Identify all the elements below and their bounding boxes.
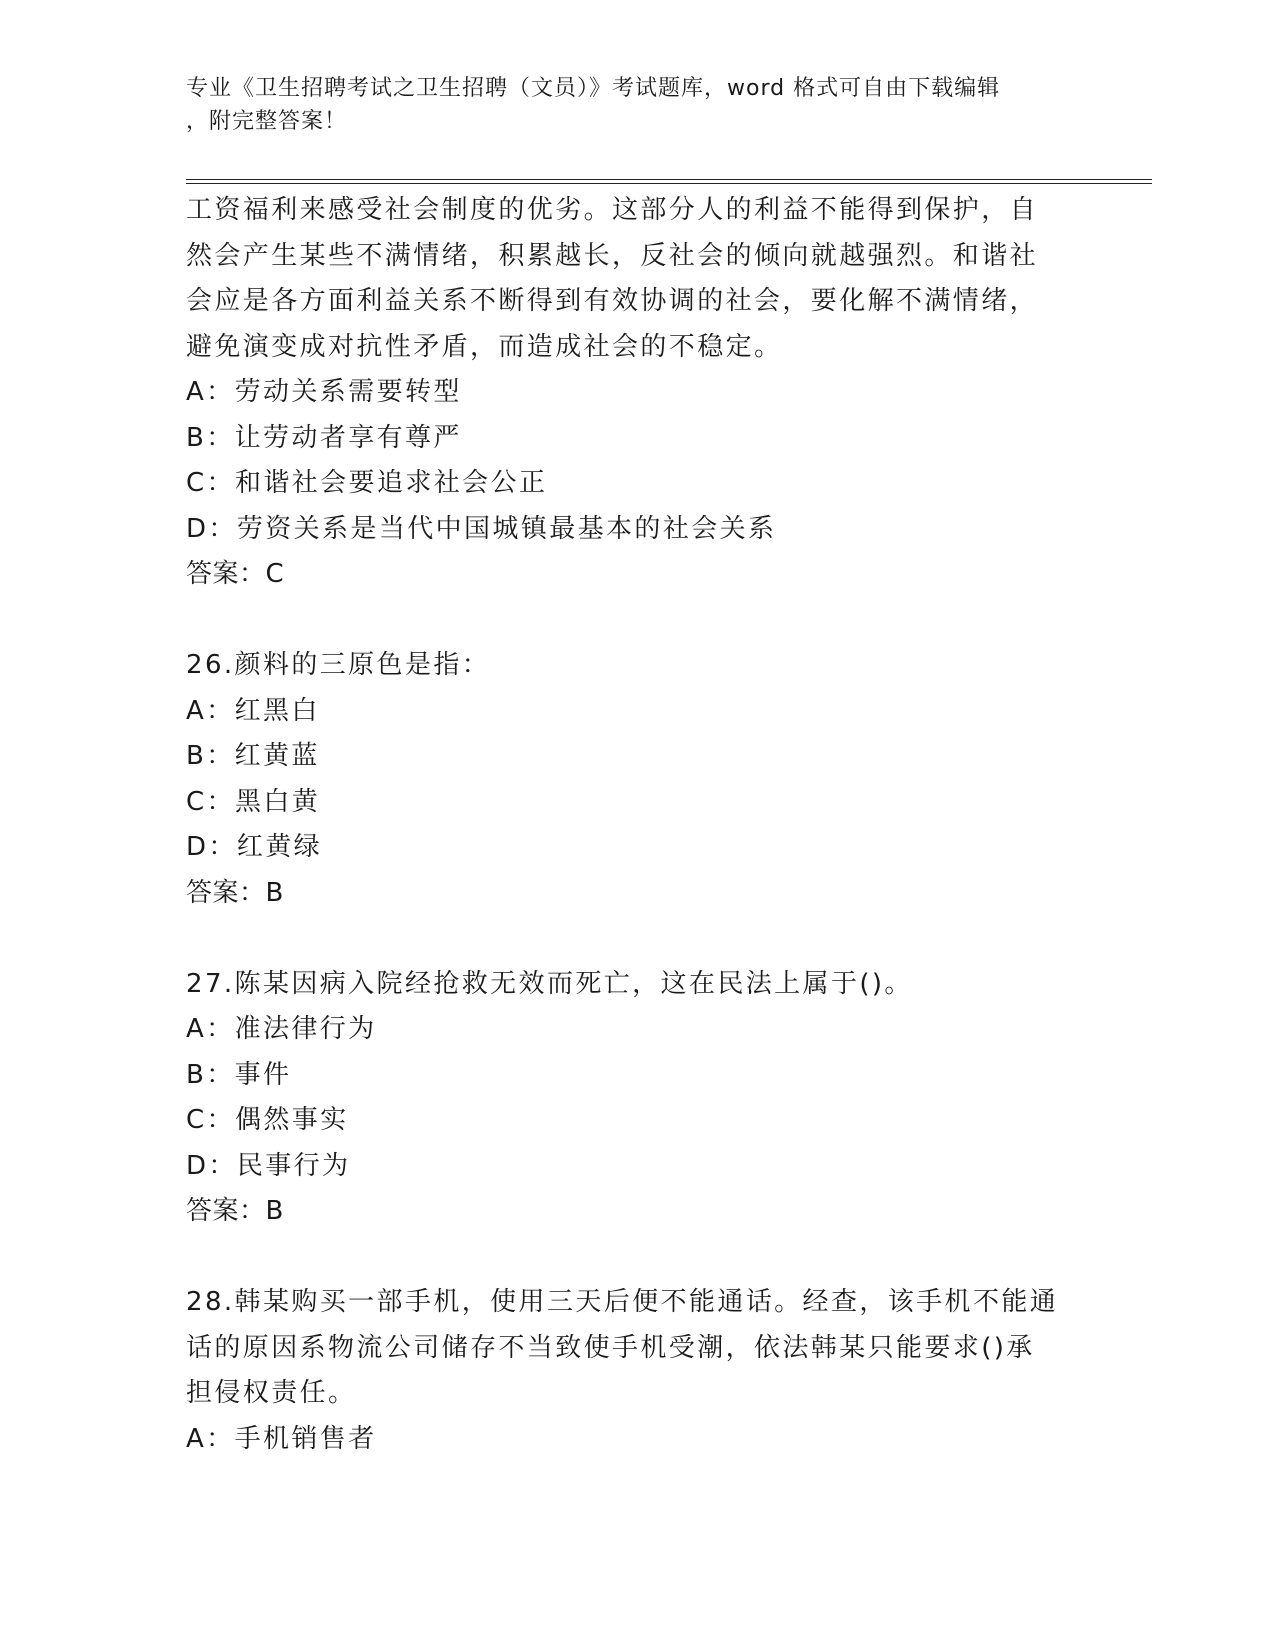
question-27 [186, 962, 1086, 1235]
answer: 答案：B [186, 1196, 284, 1226]
header-line-1: 专业《卫生招聘考试之卫生招聘（文员）》考试题库，word 格式可自由下载编辑 [186, 76, 1001, 101]
question-text-line: 会应是各方面利益关系不断得到有效协调的社会，要化解不满情绪， [186, 286, 1039, 316]
option-b: B：让劳动者享有尊严 [186, 422, 462, 453]
spacer [186, 598, 1086, 644]
question-text-line: 话的原因系物流公司储存不当致使手机受潮，依法韩某只能要求()承 [186, 1332, 1035, 1363]
option-d: D：红黄绿 [186, 832, 323, 862]
option-a: A：劳动关系需要转型 [186, 377, 462, 407]
answer: 答案：B [186, 877, 284, 908]
document-body [186, 188, 1086, 1462]
question-text-line: 避免演变成对抗性矛盾，而造成社会的不稳定。 [186, 331, 783, 362]
document-header [186, 72, 1086, 138]
header-divider-bottom [186, 183, 1152, 184]
option-d: D：民事行为 [186, 1150, 351, 1181]
option-a: A：手机销售者 [186, 1423, 377, 1454]
option-a: A：红黑白 [186, 695, 320, 726]
spacer [186, 1235, 1086, 1281]
question-28 [186, 1280, 1086, 1462]
answer: 答案：C [186, 559, 285, 589]
question-text-line: 担侵权责任。 [186, 1378, 357, 1408]
option-b: B：红黄蓝 [186, 741, 320, 771]
option-b: B：事件 [186, 1059, 292, 1090]
spacer [186, 916, 1086, 962]
header-line-2: ，附完整答案！ [186, 109, 348, 134]
question-25 [186, 188, 1086, 598]
option-a: A：准法律行为 [186, 1014, 377, 1044]
question-text-line: 然会产生某些不满情绪，积累越长，反社会的倾向就越强烈。和谐社 [186, 240, 1039, 271]
option-c: C：黑白黄 [186, 786, 321, 817]
header-divider-top [186, 179, 1152, 180]
option-c: C：偶然事实 [186, 1105, 349, 1135]
question-text-line: 工资福利来感受社会制度的优劣。这部分人的利益不能得到保护，自 [186, 195, 1039, 225]
option-d: D：劳资关系是当代中国城镇最基本的社会关系 [186, 513, 777, 544]
question-text-line: 28.韩某购买一部手机，使用三天后便不能通话。经查，该手机不能通 [186, 1287, 1059, 1317]
question-text: 27.陈某因病入院经抢救无效而死亡，这在民法上属于()。 [186, 968, 913, 999]
option-c: C：和谐社会要追求社会公正 [186, 468, 548, 498]
question-text: 26.颜料的三原色是指： [186, 650, 491, 680]
question-26 [186, 643, 1086, 916]
